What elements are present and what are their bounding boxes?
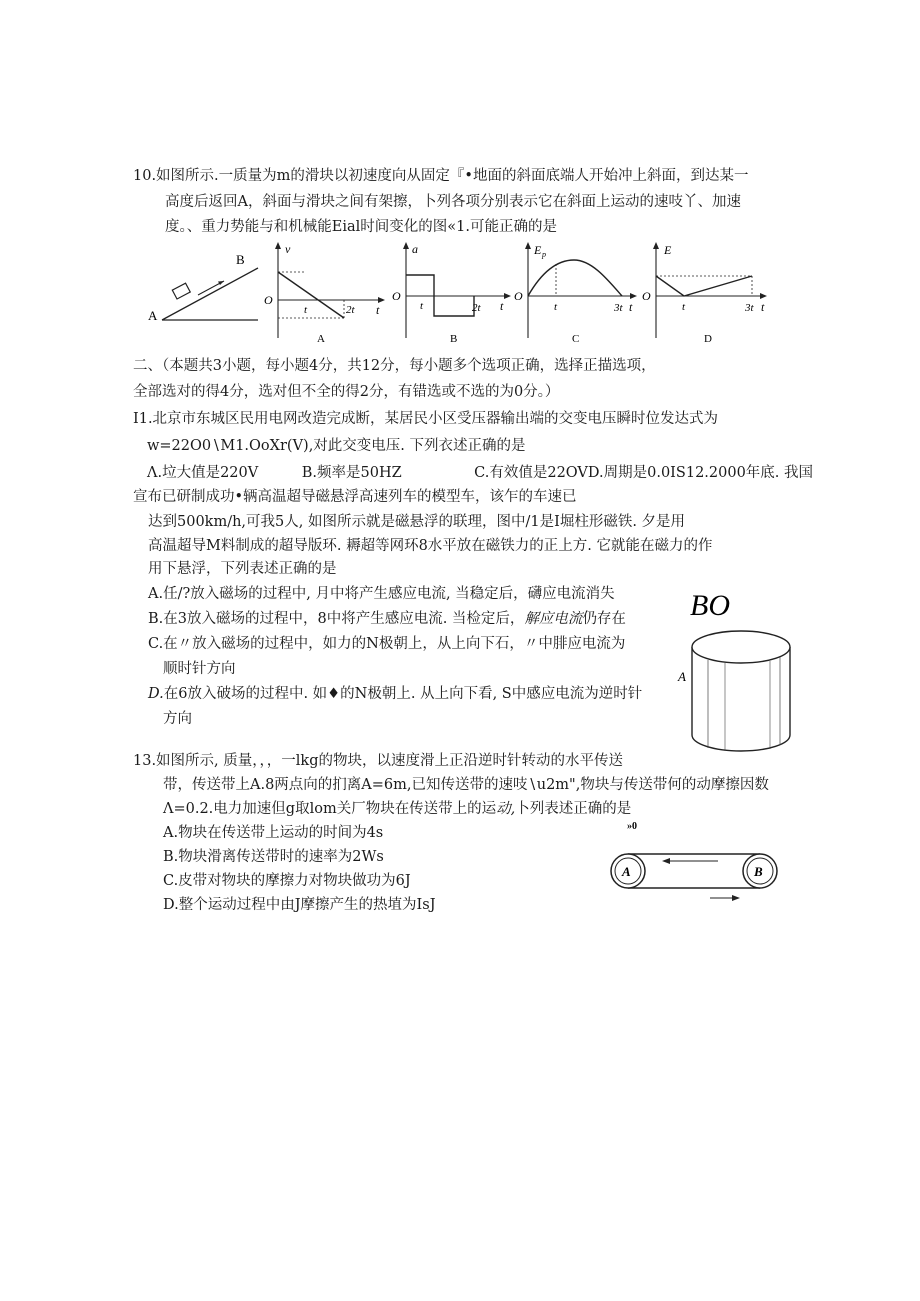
- graph-b: [390, 238, 518, 346]
- q13-option-a: A.物块在传送带上运动的时间为4s: [163, 825, 384, 841]
- graph-b-t1: t: [420, 300, 424, 312]
- q11-line3: Λ.垃大值是220V B.频率是50HZ C.有效值是22OVD.周期是0.0IS12.2000年底. 我国: [147, 465, 814, 481]
- graph-a: [262, 238, 390, 346]
- q12-option-c-cont: 顺时针方向: [163, 661, 236, 677]
- section2-line2: 全部选对的得4分，选对但不全的得2分，有错选或不选的为0分。）: [133, 384, 560, 400]
- incline-figure: [140, 250, 260, 325]
- q13-option-c: C.皮带对物块的摩擦力对物块做功为6J: [163, 873, 411, 889]
- graph-c-t-axis: t: [629, 300, 633, 314]
- graph-c-t1: t: [554, 301, 558, 313]
- q13-line3: Λ=0.2.电力加速但g取lom关厂物块在传送带上的运动,卜列表述正确的是: [163, 801, 632, 817]
- graph-a-caption: A: [317, 333, 325, 345]
- magnet-label-a: A: [678, 669, 686, 684]
- q12-line3: 用下悬浮，下列表述正确的是: [148, 561, 337, 577]
- ring-label-bo: BO: [690, 589, 730, 622]
- graph-b-t-axis: t: [500, 299, 504, 313]
- graph-b-y-label: a: [412, 242, 418, 256]
- q11-line1: I1.北京市东城区民用电网改造完成断，某居民小区受压器输出端的交变电压瞬时位发达式为: [133, 411, 719, 427]
- graph-a-origin: O: [264, 293, 273, 307]
- graph-a-y-label: v: [285, 242, 291, 256]
- q10-line3: 度。、重力势能与和机械能Eial时间变化的图«1.可能正确的是: [165, 219, 557, 235]
- maglev-figure: [670, 585, 800, 765]
- q10-line1: 10.如图所示.一质量为m的滑块以初速度向从固定『•地面的斜面底端人开始冲上斜面，到达某一: [133, 168, 749, 184]
- q12-line2: 高温超导M料制成的超导版环. 耨超等网环8水平放在磁铁力的正上方. 它就能在磁力的作: [148, 538, 713, 554]
- graph-c-y-sub: p: [542, 250, 546, 259]
- graph-d-caption: D: [704, 333, 712, 345]
- graph-b-caption: B: [450, 333, 458, 345]
- graph-d-y-label: E: [664, 243, 672, 257]
- section2-line1: 二、（本题共3小题，每小题4分，共12分，每小题多个选项正确，选择正描选项，: [133, 358, 656, 374]
- graph-d: [640, 238, 774, 346]
- q13-line2: 带，传送带上A.8两点向的扪离A=6m,已知传送带的速吱∖u2m",物块与传送带何的动摩擦因数: [163, 777, 769, 793]
- graph-b-t2: 2t: [472, 302, 481, 314]
- graph-d-t1: t: [682, 301, 686, 313]
- q13-option-d: D.整个运动过程中由J摩擦产生的热埴为IsJ: [163, 897, 436, 913]
- q10-line2: 高度后返回A，斜面与滑块之间有架擦，卜列各项分别表示它在斜面上运动的速吱丫、加速: [165, 194, 741, 210]
- incline-label-a: A: [148, 308, 158, 323]
- graph-a-t2: 2t: [346, 304, 355, 316]
- graph-a-t-axis: t: [376, 303, 380, 317]
- graph-d-t2: 3t: [745, 302, 754, 314]
- q13-option-b: B.物块滑离传送带时的速率为2Ws: [163, 849, 384, 865]
- q12-line1: 达到500km∕h,可我5人, 如图所示就是磁悬浮的联理，图中/1是I堀柱形磁铁. 夕是用: [148, 514, 686, 530]
- q11-line4: 宣布已研制成功•辆高温超导磁悬浮高速列车的模型车，该乍的车速已: [133, 489, 577, 505]
- q12-option-a: A.任/?放入磁场的过程中, 月中将产生感应电流, 当稳定后，礴应电流消失: [148, 586, 615, 602]
- conveyor-label-v0: »0: [627, 821, 637, 832]
- graph-c: [512, 238, 642, 346]
- graph-a-t1: t: [304, 304, 308, 316]
- q12-option-c: C.在〃放入磁场的过程中，如力的N极朝上，从上向下石，〃中腓应电流为: [148, 636, 626, 652]
- q12-option-b: B.在3放入磁场的过程中，8中将产生感应电流. 当检定后，解应电流仍存在: [148, 611, 626, 627]
- pulley-label-b: B: [754, 864, 763, 879]
- graph-d-origin: O: [642, 289, 651, 303]
- pulley-label-a: A: [622, 864, 631, 879]
- q12-option-d: D.在6放入破场的过程中. 如♦的N极朝上. 从上向下看, S中感应电流为逆时针: [148, 686, 643, 702]
- graph-c-caption: C: [572, 333, 580, 345]
- graph-d-t-axis: t: [761, 300, 765, 314]
- graph-b-origin: O: [392, 289, 401, 303]
- graph-c-origin: O: [514, 289, 523, 303]
- incline-label-b: B: [236, 252, 245, 267]
- q12-option-d-cont: 方向: [163, 711, 192, 727]
- conveyor-figure: [600, 818, 785, 904]
- graph-c-t2: 3t: [614, 302, 623, 314]
- q11-line2: w=22O0∖M1.OoXr(V),对此交变电压. 下列衣述正确的是: [147, 438, 526, 454]
- graph-c-y-label: E: [534, 243, 542, 257]
- q13-line1: 13.如图所示, 质量，，，一lkg的物块，以速度滑上正沿逆时针转动的水平传送: [133, 753, 623, 769]
